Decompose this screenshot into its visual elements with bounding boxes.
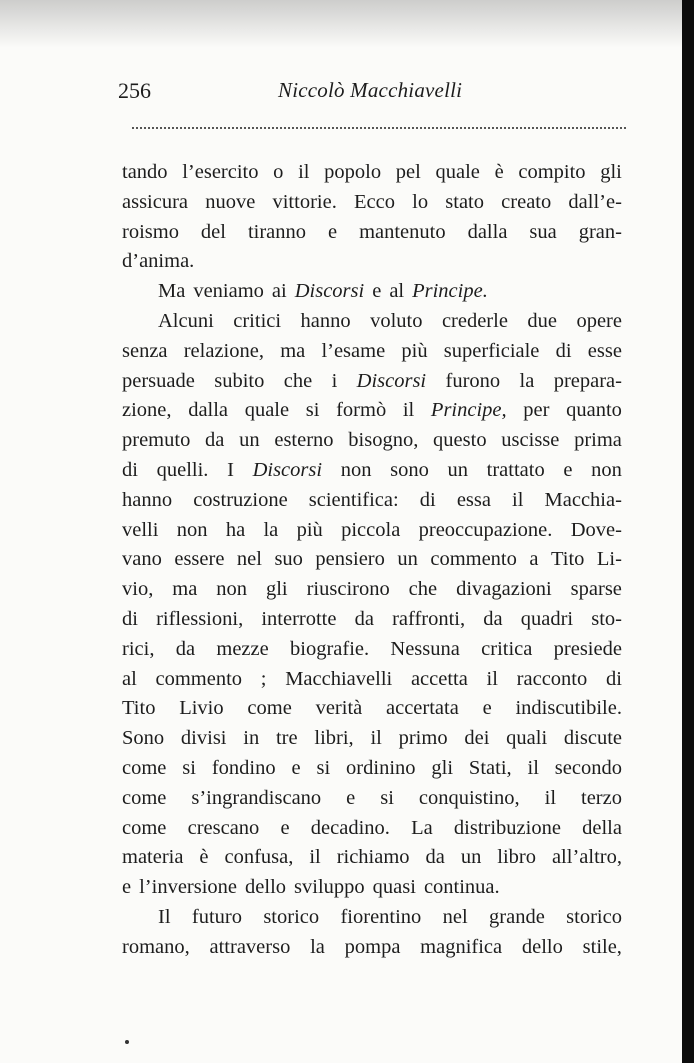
- word: come: [122, 756, 167, 779]
- word: di: [605, 667, 622, 690]
- word: Sono: [122, 727, 165, 750]
- word: da: [483, 607, 503, 630]
- word: l’esame: [321, 339, 386, 362]
- word: gran-: [578, 220, 622, 243]
- word: d’anima.: [122, 250, 195, 273]
- word: discute: [563, 727, 622, 750]
- text-line: [122, 277, 622, 307]
- text-line: [122, 396, 622, 426]
- word: romano,: [122, 935, 190, 958]
- word: formò: [336, 399, 387, 422]
- word: accertata: [386, 697, 459, 720]
- word: pompa: [344, 935, 401, 958]
- word: vio,: [122, 578, 154, 601]
- word: premuto: [122, 429, 191, 452]
- word: sparse: [570, 578, 622, 601]
- word: divagazioni: [456, 578, 552, 601]
- word: ordinino: [346, 756, 416, 779]
- word: s’ingrandiscano: [191, 786, 322, 809]
- word: quanto: [566, 399, 622, 422]
- word: al: [389, 280, 405, 303]
- word: hanno: [122, 488, 173, 511]
- word: interrotte: [261, 607, 337, 630]
- text-line: [122, 933, 622, 963]
- word: e: [563, 458, 573, 481]
- word: da: [175, 637, 196, 660]
- word: in: [243, 727, 260, 750]
- word: veniamo: [193, 280, 264, 303]
- word: preoccupazione.: [418, 518, 553, 541]
- page-top-shadow: [0, 0, 694, 48]
- word: di: [419, 488, 436, 511]
- word: senza: [122, 339, 168, 362]
- word: essere: [174, 548, 225, 571]
- word: quasi: [372, 876, 416, 899]
- word: creato: [501, 190, 552, 213]
- text-line: [122, 456, 622, 486]
- text-line: [122, 873, 622, 903]
- word: un: [460, 846, 482, 869]
- word: nel: [236, 548, 262, 571]
- word: decadino.: [310, 816, 390, 839]
- word: verità: [315, 697, 363, 720]
- word: come: [122, 786, 167, 809]
- word: voluto: [370, 309, 423, 332]
- word: tando: [122, 161, 168, 183]
- word: biografie.: [290, 637, 370, 660]
- text-line: [122, 188, 622, 218]
- word: mezze: [216, 637, 269, 660]
- page-speck: [125, 1040, 129, 1044]
- word: Il: [158, 905, 171, 928]
- word: dalla: [467, 220, 508, 243]
- text-line: [122, 307, 622, 337]
- word: si: [380, 786, 394, 809]
- word: gli: [431, 756, 454, 779]
- text-line: [122, 158, 622, 188]
- word: più: [401, 339, 428, 362]
- word: tiranno: [247, 220, 307, 243]
- text-line: [122, 575, 622, 605]
- word: il: [512, 488, 524, 511]
- word: dei: [464, 727, 490, 750]
- word: relazione,: [183, 339, 264, 362]
- word: continua.: [423, 876, 500, 899]
- word: il: [298, 161, 310, 183]
- word: vittorie.: [272, 190, 337, 213]
- word: ;: [260, 667, 267, 690]
- word: I: [227, 458, 234, 481]
- word: si: [305, 399, 320, 422]
- word: ma: [280, 339, 306, 362]
- word: scientifica:: [308, 488, 399, 511]
- word: accetta: [410, 667, 468, 690]
- word: compito: [518, 161, 586, 183]
- word: commento: [155, 667, 243, 690]
- word: il: [486, 667, 498, 690]
- word: più: [296, 518, 323, 541]
- word: storico: [566, 905, 622, 928]
- word: indiscutibile.: [515, 697, 622, 720]
- word: conquistino,: [418, 786, 520, 809]
- text-line: [122, 903, 622, 933]
- word: bisogno,: [348, 429, 419, 452]
- word: Principe.: [412, 280, 488, 303]
- word: riuscirono: [306, 578, 390, 601]
- word: pensiero: [315, 548, 385, 571]
- word: Macchia-: [544, 488, 622, 511]
- word: Discorsi: [356, 369, 427, 392]
- word: quelli.: [156, 458, 209, 481]
- word: Livio: [179, 697, 224, 720]
- word: stato: [445, 190, 484, 213]
- word: vano: [122, 548, 162, 571]
- word: commento: [430, 548, 517, 571]
- word: subito: [214, 369, 265, 392]
- word: uscisse: [501, 429, 560, 452]
- word: all’altro,: [551, 846, 622, 869]
- word: Alcuni: [158, 309, 214, 332]
- text-line: [122, 545, 622, 575]
- word: persuade: [122, 369, 195, 392]
- word: si: [182, 756, 196, 779]
- word: Discorsi: [252, 458, 323, 481]
- word: fiorentino: [340, 905, 422, 928]
- word: quali: [506, 727, 548, 750]
- word: la: [519, 369, 535, 392]
- word: che: [408, 578, 438, 601]
- word: di: [122, 607, 138, 630]
- word: questo: [433, 429, 487, 452]
- word: assicura: [122, 190, 189, 213]
- word: trattato: [486, 458, 545, 481]
- word: pel: [395, 161, 421, 183]
- word: e: [327, 220, 338, 243]
- word: sto-: [591, 607, 622, 630]
- word: prima: [574, 429, 622, 452]
- word: Stati,: [468, 756, 512, 779]
- word: sono: [390, 458, 429, 481]
- word: stile,: [582, 935, 622, 958]
- book-spine-edge: [682, 0, 694, 1063]
- word: storico: [263, 905, 320, 928]
- word: sua: [529, 220, 557, 243]
- word: critica: [481, 637, 533, 660]
- word: un: [239, 429, 260, 452]
- word: popolo: [324, 161, 382, 183]
- word: e: [346, 786, 356, 809]
- word: dello: [245, 876, 287, 899]
- word: crederle: [441, 309, 508, 332]
- word: fondino: [211, 756, 276, 779]
- text-line: [122, 843, 622, 873]
- word: confusa,: [224, 846, 294, 869]
- text-line: [122, 486, 622, 516]
- word: crescano: [187, 816, 260, 839]
- word: e: [372, 280, 382, 303]
- word: Ma: [158, 280, 186, 303]
- word: magnifica: [420, 935, 503, 958]
- word: furono: [445, 369, 501, 392]
- word: della: [582, 816, 622, 839]
- word: il: [309, 846, 321, 869]
- word: primo: [398, 727, 448, 750]
- word: il: [544, 786, 557, 809]
- word: raffronti,: [392, 607, 466, 630]
- word: un: [447, 458, 468, 481]
- text-line: [122, 247, 622, 277]
- word: che: [283, 369, 313, 392]
- word: distribuzione: [453, 816, 561, 839]
- word: tre: [275, 727, 298, 750]
- word: gli: [265, 578, 288, 601]
- word: da: [354, 607, 374, 630]
- word: o: [273, 161, 284, 183]
- word: non: [176, 518, 208, 541]
- word: l’inversione: [139, 876, 238, 899]
- word: la: [263, 518, 279, 541]
- word: Macchiavelli: [285, 667, 393, 690]
- text-line: [122, 814, 622, 844]
- word: Dove-: [570, 518, 622, 541]
- word: del: [200, 220, 226, 243]
- word: superficiale: [443, 339, 540, 362]
- word: dello: [521, 935, 563, 958]
- word: non: [591, 458, 622, 481]
- word: presiede: [553, 637, 622, 660]
- word: al: [122, 667, 137, 690]
- header-divider: [132, 127, 626, 129]
- word: hanno: [300, 309, 351, 332]
- word: ha: [225, 518, 246, 541]
- word: di: [122, 458, 138, 481]
- word: nel: [442, 905, 468, 928]
- word: libri,: [314, 727, 354, 750]
- word: esterno: [274, 429, 334, 452]
- word: materia: [122, 846, 184, 869]
- word: libro: [497, 846, 536, 869]
- word: di: [555, 339, 572, 362]
- page-header: [118, 78, 626, 112]
- word: roismo: [122, 220, 179, 243]
- text-line: [122, 367, 622, 397]
- word: piccola: [341, 518, 401, 541]
- word: si: [316, 756, 331, 779]
- text-line: [122, 516, 622, 546]
- word: e: [280, 816, 290, 839]
- word: dall’e-: [568, 190, 622, 213]
- word: attraverso: [209, 935, 291, 958]
- word: Discorsi: [294, 280, 365, 303]
- word: lo: [412, 190, 429, 213]
- text-line: [122, 784, 622, 814]
- word: quale: [244, 399, 290, 422]
- word: è: [199, 846, 209, 869]
- word: Tito: [122, 697, 156, 720]
- word: da: [425, 846, 445, 869]
- word: zione,: [122, 399, 172, 422]
- text-line: [122, 754, 622, 784]
- word: un: [397, 548, 418, 571]
- text-line: [122, 218, 622, 248]
- word: sviluppo: [294, 876, 365, 899]
- word: l’esercito: [182, 161, 259, 183]
- word: Nessuna: [390, 637, 460, 660]
- word: non: [340, 458, 372, 481]
- word: ai: [271, 280, 287, 303]
- word: velli: [122, 518, 159, 541]
- word: terzo: [581, 786, 622, 809]
- word: richiamo: [336, 846, 410, 869]
- word: dalla: [188, 399, 229, 422]
- text-line: [122, 665, 622, 695]
- word: da: [205, 429, 225, 452]
- word: esse: [587, 339, 622, 362]
- word: due: [527, 309, 557, 332]
- word: il: [527, 756, 539, 779]
- word: racconto: [516, 667, 588, 690]
- word: grande: [489, 905, 545, 928]
- text-line: [122, 426, 622, 456]
- word: suo: [274, 548, 303, 571]
- word: essa: [456, 488, 491, 511]
- word: riflessioni,: [156, 607, 244, 630]
- word: secondo: [554, 756, 622, 779]
- word: e: [291, 756, 301, 779]
- word: Ecco: [354, 190, 395, 213]
- body-text: [122, 158, 622, 963]
- text-line: [122, 724, 622, 754]
- word: per: [523, 399, 550, 422]
- word: i: [331, 369, 338, 392]
- word: e: [122, 876, 132, 899]
- word: quadri: [520, 607, 574, 630]
- text-line: [122, 605, 622, 635]
- word: a: [529, 548, 539, 571]
- word: la: [310, 935, 325, 958]
- word: il: [402, 399, 415, 422]
- word: Li-: [596, 548, 622, 571]
- text-line: [122, 694, 622, 724]
- text-line: [122, 635, 622, 665]
- word: quale: [435, 161, 480, 183]
- word: non: [216, 578, 248, 601]
- page-number: 256: [118, 78, 151, 103]
- word: come: [247, 697, 292, 720]
- word: come: [122, 816, 167, 839]
- word: costruzione: [193, 488, 288, 511]
- word: Principe,: [430, 399, 507, 422]
- word: prepara-: [553, 369, 622, 392]
- word: nuove: [205, 190, 256, 213]
- word: è: [494, 161, 504, 183]
- word: gli: [600, 161, 622, 183]
- word: opere: [576, 309, 622, 332]
- word: La: [411, 816, 433, 839]
- word: Tito: [550, 548, 585, 571]
- word: divisi: [180, 727, 227, 750]
- word: critici: [233, 309, 282, 332]
- word: e: [482, 697, 492, 720]
- text-line: [122, 337, 622, 367]
- running-title: Niccolò Macchiavelli: [278, 78, 463, 102]
- word: mantenuto: [359, 220, 446, 243]
- word: futuro: [191, 905, 242, 928]
- word: il: [370, 727, 382, 750]
- word: rici,: [122, 637, 155, 660]
- word: ma: [172, 578, 198, 601]
